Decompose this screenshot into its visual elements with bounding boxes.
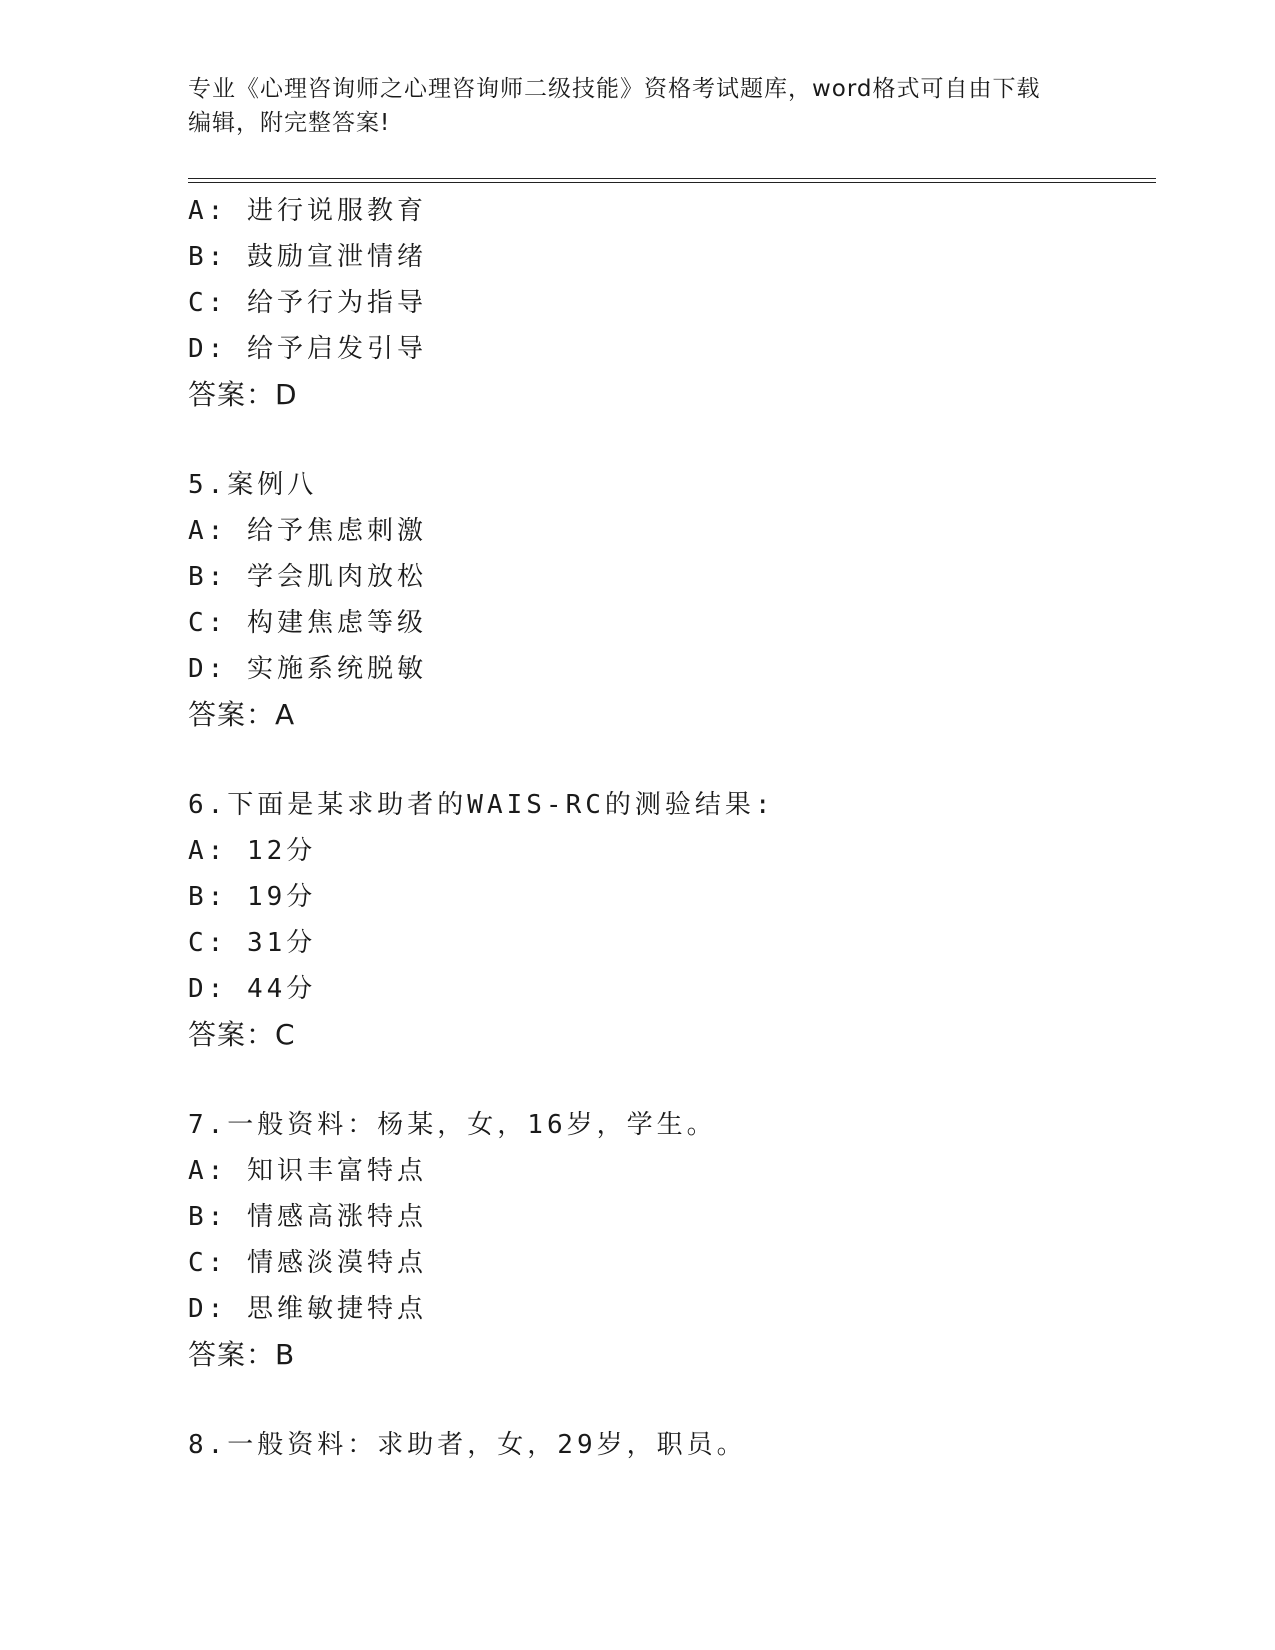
question-block (188, 1422, 1148, 1468)
option-c: C: 给予行为指导 (188, 288, 427, 318)
question-list (188, 188, 1148, 1468)
option-c: C: 情感淡漠特点 (188, 1248, 427, 1278)
answer-line: 答案：C (188, 1018, 296, 1051)
header-line-2: 编辑，附完整答案! (188, 110, 391, 136)
answer-line: 答案：B (188, 1338, 296, 1371)
option-b: B: 19分 (188, 882, 317, 912)
option-a: A: 进行说服教育 (188, 196, 427, 226)
question-stem: 8.一般资料：求助者，女，29岁，职员。 (188, 1430, 747, 1460)
option-d: D: 给予启发引导 (188, 334, 427, 364)
option-a: A: 知识丰富特点 (188, 1156, 427, 1186)
question-stem: 7.一般资料：杨某，女，16岁，学生。 (188, 1110, 717, 1140)
block-gap (188, 1378, 1148, 1422)
answer-line: 答案：D (188, 378, 298, 411)
option-b: B: 情感高涨特点 (188, 1202, 427, 1232)
question-block (188, 1102, 1148, 1378)
header-double-rule (188, 178, 1156, 183)
question-block (188, 782, 1148, 1058)
block-gap (188, 418, 1148, 462)
option-c: C: 构建焦虑等级 (188, 608, 427, 638)
option-d: D: 44分 (188, 974, 317, 1004)
question-block (188, 188, 1148, 418)
question-stem: 6.下面是某求助者的WAIS-RC的测验结果: (188, 790, 775, 820)
option-d: D: 思维敏捷特点 (188, 1294, 427, 1324)
block-gap (188, 738, 1148, 782)
block-gap (188, 1058, 1148, 1102)
option-c: C: 31分 (188, 928, 317, 958)
header-line-1: 专业《心理咨询师之心理咨询师二级技能》资格考试题库，word格式可自由下载 (188, 76, 1041, 102)
document-header (188, 72, 1088, 140)
answer-line: 答案：A (188, 698, 296, 731)
option-b: B: 学会肌肉放松 (188, 562, 427, 592)
question-stem: 5.案例八 (188, 470, 318, 500)
option-a: A: 给予焦虑刺激 (188, 516, 427, 546)
question-block (188, 462, 1148, 738)
option-b: B: 鼓励宣泄情绪 (188, 242, 427, 272)
option-d: D: 实施系统脱敏 (188, 654, 427, 684)
option-a: A: 12分 (188, 836, 317, 866)
